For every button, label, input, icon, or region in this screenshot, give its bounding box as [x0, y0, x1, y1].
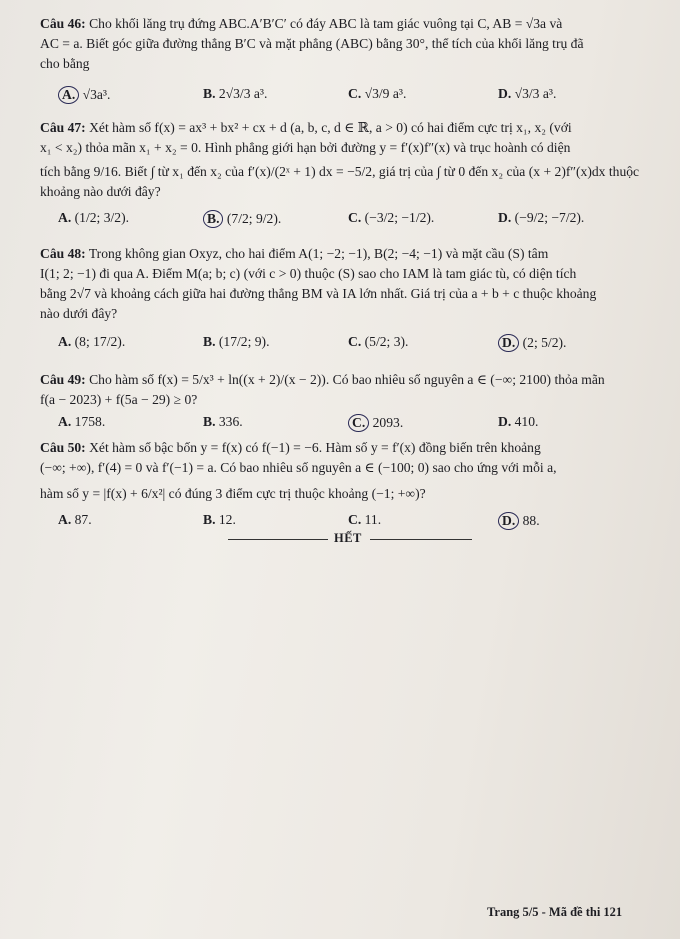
question-47-text-1: Xét hàm số f(x) = ax³ + bx² + cx + d (a, b, c, d ∈ ℝ, a > 0) có hai điểm cực trị x₁, x₂ (với: [89, 120, 572, 135]
end-rule-right: [370, 539, 472, 540]
end-rule-left: [228, 539, 328, 540]
option-48-c[interactable]: C. (5/2; 3).: [348, 334, 409, 349]
option-47-d[interactable]: D. (−9/2; −7/2).: [498, 210, 585, 225]
question-48: [40, 244, 640, 324]
question-47-text-3: tích bằng 9/16. Biết ∫ từ x₁ đến x₂ của f′(x)/(2ˣ + 1) dx = −5/2, giá trị của ∫ từ 0 đến x₂ của (x + 2)f″(x)dx thuộc khoảng nào dưới đây?: [40, 164, 640, 199]
end-marker: HẾT: [334, 531, 362, 545]
answer-circle: C.: [348, 414, 369, 432]
answer-circle: D.: [498, 334, 519, 352]
question-49: [40, 370, 640, 410]
question-46: [40, 14, 640, 74]
option-50-a[interactable]: A. 87.: [58, 512, 92, 527]
option-49-a[interactable]: A. 1758.: [58, 414, 106, 429]
question-48-text-1: Trong không gian Oxyz, cho hai điểm A(1; −2; −1), B(2; −4; −1) và mặt cầu (S) tâm: [88, 246, 549, 261]
question-50-text-2: (−∞; +∞), f′(4) = 0 và f′(−1) = a. Có bao nhiêu số nguyên a ∈ (−100; 0) sao cho ứng với mỗi a,: [40, 460, 557, 475]
question-47-label: Câu 47:: [40, 120, 86, 135]
question-47: [40, 118, 640, 202]
option-46-a[interactable]: A. √3a³.: [58, 86, 110, 104]
option-50-d[interactable]: D. 88.: [498, 512, 540, 530]
question-46-line-1: [40, 14, 640, 34]
question-48-text-4: nào dưới đây?: [40, 306, 118, 321]
option-47-b[interactable]: B. (7/2; 9/2).: [203, 210, 281, 228]
option-47-a[interactable]: A. (1/2; 3/2).: [58, 210, 129, 225]
question-48-label: Câu 48:: [40, 246, 86, 261]
question-46-text-2: AC = a. Biết góc giữa đường thẳng B′C và mặt phẳng (ABC) bằng 30°, thể tích của khối lăng trụ đã: [40, 36, 584, 51]
option-46-d[interactable]: D. √3/3 a³.: [498, 86, 557, 101]
option-50-c[interactable]: C. 11.: [348, 512, 382, 527]
answer-circle: A.: [58, 86, 79, 104]
option-49-d[interactable]: D. 410.: [498, 414, 539, 429]
question-50-text-1: Xét hàm số bậc bốn y = f(x) có f(−1) = −6. Hàm số y = f′(x) đồng biến trên khoảng: [89, 440, 541, 455]
question-46-text-1: Cho khối lăng trụ đứng ABC.A′B′C′ có đáy ABC là tam giác vuông tại C, AB = √3a và: [89, 16, 563, 31]
option-46-c[interactable]: C. √3/9 a³.: [348, 86, 407, 101]
option-49-c[interactable]: C. 2093.: [348, 414, 403, 432]
question-50-label: Câu 50:: [40, 440, 86, 455]
option-48-b[interactable]: B. (17/2; 9).: [203, 334, 270, 349]
question-48-text-3: bằng 2√7 và khoảng cách giữa hai đường thẳng BM và IA lớn nhất. Giá trị của a + b + c thuộc khoảng: [40, 286, 597, 301]
question-47-text-2: x₁ < x₂) thỏa mãn x₁ + x₂ = 0. Hình phẳng giới hạn bởi đường y = f′(x)f″(x) và trục hoành có diện: [40, 140, 571, 155]
option-49-b[interactable]: B. 336.: [203, 414, 243, 429]
question-46-text-3: cho bằng: [40, 56, 90, 71]
option-48-d[interactable]: D. (2; 5/2).: [498, 334, 566, 352]
question-49-label: Câu 49:: [40, 372, 86, 387]
question-50: [40, 438, 640, 504]
question-48-text-2: I(1; 2; −1) đi qua A. Điểm M(a; b; c) (với c > 0) thuộc (S) sao cho IAM là tam giác tù, có diện tích: [40, 266, 577, 281]
option-50-b[interactable]: B. 12.: [203, 512, 236, 527]
question-46-label: Câu 46:: [40, 16, 86, 31]
question-49-text-2: f(a − 2023) + f(5a − 29) ≥ 0?: [40, 392, 198, 407]
question-50-text-3: hàm số y = |f(x) + 6/x²| có đúng 3 điểm cực trị thuộc khoảng (−1; +∞)?: [40, 486, 426, 501]
page-footer: Trang 5/5 - Mã đề thi 121: [487, 905, 623, 919]
option-46-b[interactable]: B. 2√3/3 a³.: [203, 86, 268, 101]
option-48-a[interactable]: A. (8; 17/2).: [58, 334, 126, 349]
option-47-c[interactable]: C. (−3/2; −1/2).: [348, 210, 435, 225]
question-49-text-1: Cho hàm số f(x) = 5/x³ + ln((x + 2)/(x − 2)). Có bao nhiêu số nguyên a ∈ (−∞; 2100) thỏa mãn: [89, 372, 605, 387]
answer-circle: D.: [498, 512, 519, 530]
answer-circle: B.: [203, 210, 223, 228]
